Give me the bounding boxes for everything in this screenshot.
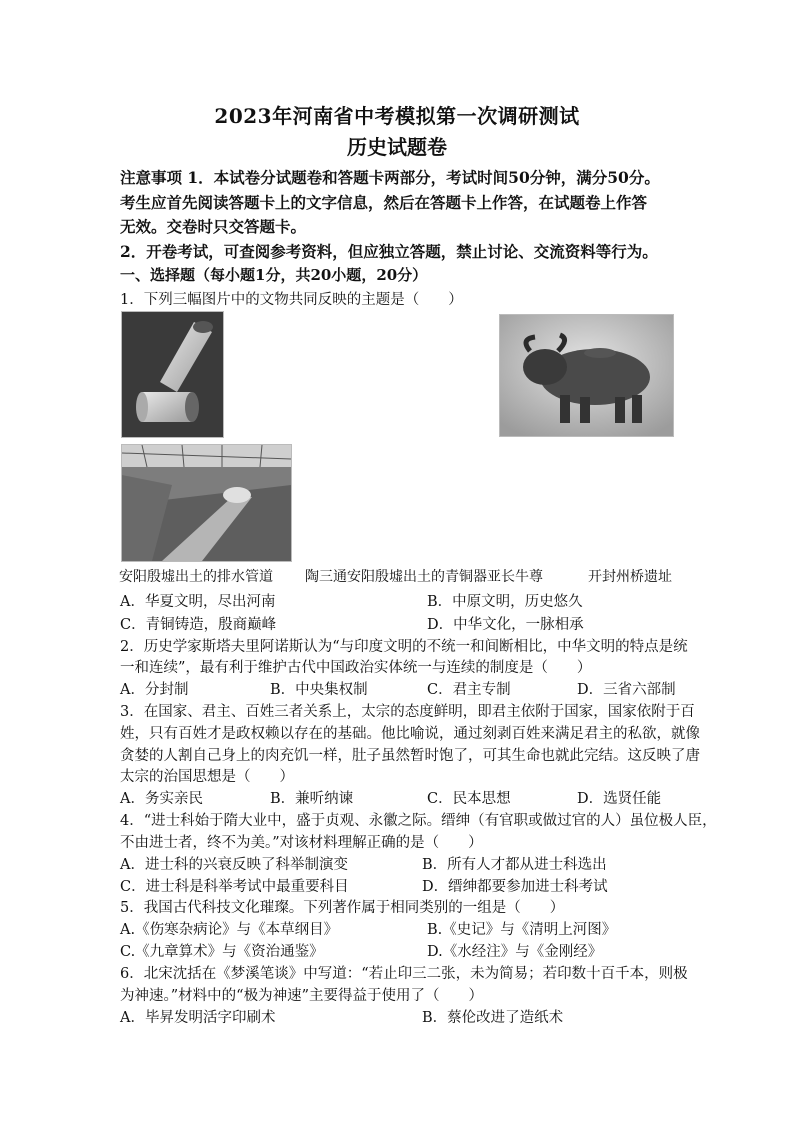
q5-stem: 5．我国古代科技文化璀璨。下列著作属于相同类别的一组是（ ） <box>120 900 565 916</box>
q2-option-d: D．三省六部制 <box>577 682 676 698</box>
q1-stem: 1．下列三幅图片中的文物共同反映的主题是（ ） <box>120 292 463 308</box>
q3-option-d: D．选贤任能 <box>577 791 662 807</box>
q4-option-c: C．进士科是科举考试中最重要科目 <box>120 879 349 895</box>
caption-bronze-ox: 陶三通安阳殷墟出土的青铜器亚长牛尊 <box>305 569 543 585</box>
notes-line-3: 无效。交卷时只交答题卡。 <box>120 217 307 236</box>
q5-option-b: B.《史记》与《清明上河图》 <box>427 922 617 938</box>
q2-option-c: C．君主专制 <box>427 682 511 698</box>
notes-line-2: 考生应首先阅读答题卡上的文字信息，然后在答题卡上作答，在试题卷上作答 <box>120 193 648 212</box>
q1-option-d: D．中华文化，一脉相承 <box>427 617 584 633</box>
q3-option-c: C．民本思想 <box>427 791 511 807</box>
notes-line-4: 2．开卷考试，可查阅参考资料，但应独立答题，禁止讨论、交流资料等行为。 <box>120 242 658 261</box>
q6-option-b: B．蔡伦改进了造纸术 <box>422 1010 564 1026</box>
q6-line-1: 6．北宋沈括在《梦溪笔谈》中写道：“若止印三二张，未为简易；若印数十百千本，则极 <box>120 966 688 982</box>
q4-line-2: 不由进士者，终不为美。”对该材料理解正确的是（ ） <box>120 835 483 851</box>
caption-drainage-pipe: 安阳殷墟出土的排水管道 <box>119 569 273 585</box>
q1-option-a: A．华夏文明，尽出河南 <box>120 594 276 610</box>
zhouqiao-site-photo <box>121 444 292 562</box>
q1-option-c: C．青铜铸造，殷商巅峰 <box>120 617 277 633</box>
q2-option-b: B．中央集权制 <box>270 682 368 698</box>
notes-line-1: 注意事项 1．本试卷分试题卷和答题卡两部分，考试时间50分钟，满分50分。 <box>120 168 660 187</box>
q3-line-2: 姓，只有百姓才是政权赖以存在的基础。他比喻说，通过刻剥百姓来满足君主的私欲，就像 <box>120 726 700 742</box>
q2-line-1: 2．历史学家斯塔夫里阿诺斯认为“与印度文明的不统一和间断相比，中华文明的特点是统 <box>120 639 688 655</box>
caption-zhouqiao-site: 开封州桥遗址 <box>588 569 672 585</box>
q2-line-2: 一和连续”，最有利于维护古代中国政治实体统一与连续的制度是（ ） <box>120 660 592 676</box>
q3-option-a: A．务实亲民 <box>120 791 203 807</box>
bronze-ox-photo <box>499 314 674 437</box>
q6-line-2: 为神速。”材料中的“极为神速”主要得益于使用了（ ） <box>120 988 483 1004</box>
q2-option-a: A．分封制 <box>120 682 189 698</box>
q1-option-b: B．中原文明，历史悠久 <box>427 594 583 610</box>
q3-line-1: 3．在国家、君主、百姓三者关系上，太宗的态度鲜明，即君主依附于国家，国家依附于百 <box>120 704 695 720</box>
q3-line-3: 贪婪的人割自己身上的肉充饥一样，肚子虽然暂时饱了，可其生命也就此完结。这反映了唐 <box>120 748 700 764</box>
drainage-pipe-photo <box>121 311 224 438</box>
exam-subtitle: 历史试题卷 <box>347 135 447 159</box>
q5-option-d: D.《水经注》与《金刚经》 <box>427 944 603 960</box>
q3-line-4: 太宗的治国思想是（ ） <box>120 769 294 785</box>
q4-option-a: A．进士科的兴衰反映了科举制演变 <box>120 857 348 873</box>
section-heading: 一、选择题（每小题1分，共20小题，20分） <box>120 266 428 284</box>
q4-option-d: D．缙绅都要参加进士科考试 <box>422 879 608 895</box>
exam-title: 2023年河南省中考模拟第一次调研测试 <box>214 104 580 128</box>
q5-option-a: A.《伤寒杂病论》与《本草纲目》 <box>120 922 339 938</box>
q4-line-1: 4．“进士科始于隋大业中，盛于贞观、永徽之际。缙绅（有官职或做过官的人）虽位极人臣， <box>120 813 717 829</box>
q3-option-b: B．兼听纳谏 <box>270 791 354 807</box>
q4-option-b: B．所有人才都从进士科选出 <box>422 857 607 873</box>
q5-option-c: C.《九章算术》与《资治通鉴》 <box>120 944 324 960</box>
q6-option-a: A．毕昇发明活字印刷术 <box>120 1010 276 1026</box>
